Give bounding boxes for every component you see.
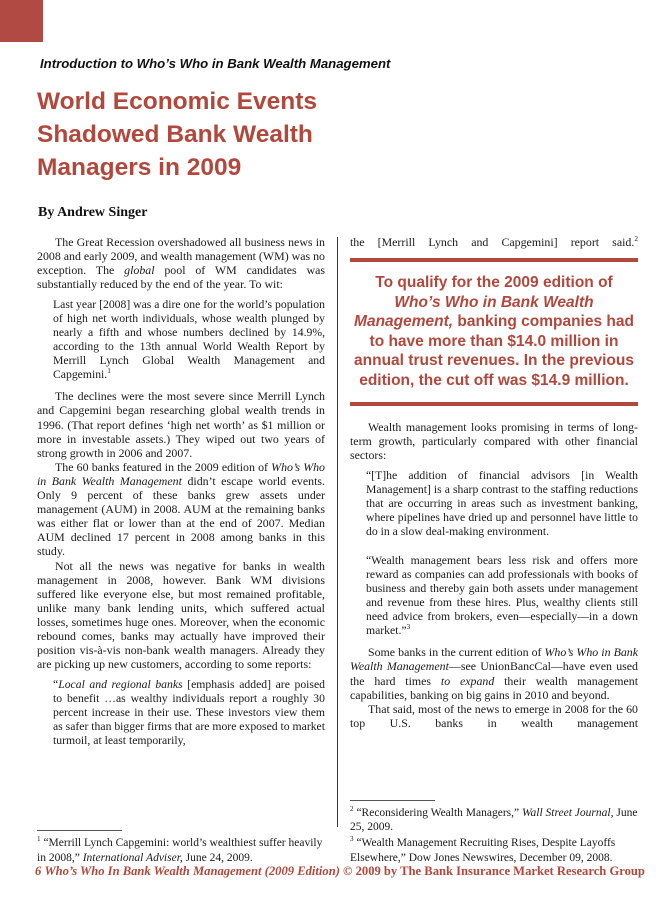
page-title	[37, 85, 638, 184]
footnote-1: $^1$ “Merrill Lynch Capgemini: world’s wealthiest suffer heavily in 2008,” International Adviser, June 24, 2009.	[37, 835, 323, 864]
right-footnotes	[350, 796, 638, 867]
page-footer: 6 Who’s Who In Bank Wealth Management (2009 Edition) © 2009 by The Bank Insurance Market Research Group	[35, 864, 645, 878]
paragraph: the [Merrill Lynch and Capgemini] report said.$^2$	[350, 235, 638, 249]
right-column	[350, 235, 638, 867]
two-column-body	[37, 235, 638, 867]
page-title-line-1: World Economic Events	[37, 88, 317, 115]
byline: By Andrew Singer	[38, 205, 148, 220]
left-footnotes	[37, 826, 325, 867]
block-quote: “Local and regional banks [emphasis added] are poised to benefit …as wealthy individuals report a roughly 30 percent increase in their use. These investors view them as safer than bigger firms that are more exposed to market turmoil, at least temporarily,	[53, 678, 325, 748]
section-kicker: Introduction to Who’s Who in Bank Wealth Management	[40, 56, 391, 71]
pull-quote: To qualify for the 2009 edition of Who’s Who in Bank Wealth Management, banking companies had to have more than $14.0 million in annual trust revenues. In the previous edition, the cut off was $14.9 million.	[350, 258, 638, 406]
column-divider	[337, 237, 338, 827]
paragraph: Some banks in the current edition of Who’s Who in Bank Wealth Management—see UnionBancCal—have even used the hard times to expand their wealth management capabilities, banking on big gains in 2010 and beyond.	[350, 645, 638, 702]
paragraph: The declines were the most severe since Merrill Lynch and Capgemini began researching global wealth trends in 1996. (That report defines ‘high net worth’ as $1 million or more in investable assets.) They wiped out two years of strong growth in 2006 and 2007.	[37, 389, 325, 460]
footnote-rule	[350, 800, 435, 801]
paragraph: That said, most of the news to emerge in 2008 for the 60 top U.S. banks in wealth management	[350, 701, 638, 730]
footnote-2: $^2$ “Reconsidering Wealth Managers,” Wall Street Journal, June 25, 2009.	[350, 804, 638, 834]
footnote-3: $^3$ “Wealth Management Recruiting Rises, Despite Layoffs Elsewhere,” Dow Jones Newswires, December 09, 2008.	[350, 835, 616, 864]
left-column-body	[37, 235, 325, 826]
paragraph: The 60 banks featured in the 2009 edition of Who’s Who in Bank Wealth Management didn’t escape world events. Only 9 percent of these banks grew assets under management (AUM) in 2008. AUM at the remaining banks was either flat or lower than at the end of 2007. Median AUM declined 17 percent in 2008 among banks in this study.	[37, 459, 325, 559]
page-title-line-3: Managers in 2009	[37, 154, 242, 181]
block-quote: “[T]he addition of financial advisors [in Wealth Management] is a sharp contrast to the staffing reductions that are occurring in areas such as investment banking, where pipelines have dried up and personnel have little to do in a slow deal-making environment.	[366, 469, 638, 539]
footnote-rule	[37, 830, 122, 831]
block-quote: “Wealth management bears less risk and offers more reward as companies can add professionals with books of business and thereby gain both assets under management and revenue from these hires. Plus, wealthy clients still need advice from brokers, even—especially—in a down market.”$^3$	[366, 554, 638, 638]
paragraph: Wealth management looks promising in terms of long-term growth, particularly compared with other financial sectors:	[350, 420, 638, 463]
page-title-line-2: Shadowed Bank Wealth	[37, 121, 313, 148]
right-column-body	[350, 235, 638, 796]
left-column	[37, 235, 325, 867]
paragraph: The Great Recession overshadowed all business news in 2008 and early 2009, and wealth management (WM) was no exception. The global pool of WM candidates was substantially reduced by the end of the year. To wit:	[37, 235, 325, 292]
block-quote: Last year [2008] was a dire one for the world’s population of high net worth individuals, whose wealth plunged by nearly a fifth and whose numbers declined by 14.9%, according to the 13th annual World Wealth Report by Merrill Lynch Global Wealth Management and Capgemini.$^1$	[53, 298, 325, 382]
corner-accent-square	[0, 0, 43, 42]
paragraph: Not all the news was negative for banks in wealth management in 2008, however. Bank WM divisions suffered like everyone else, but most remained profitable, unlike many bank lending units, which suffered actual losses, sometimes huge ones. Moreover, when the economic rebound comes, banks may actually have improved their position vis-à-vis non-bank wealth managers. Already they are picking up new customers, according to some reports:	[37, 558, 325, 672]
